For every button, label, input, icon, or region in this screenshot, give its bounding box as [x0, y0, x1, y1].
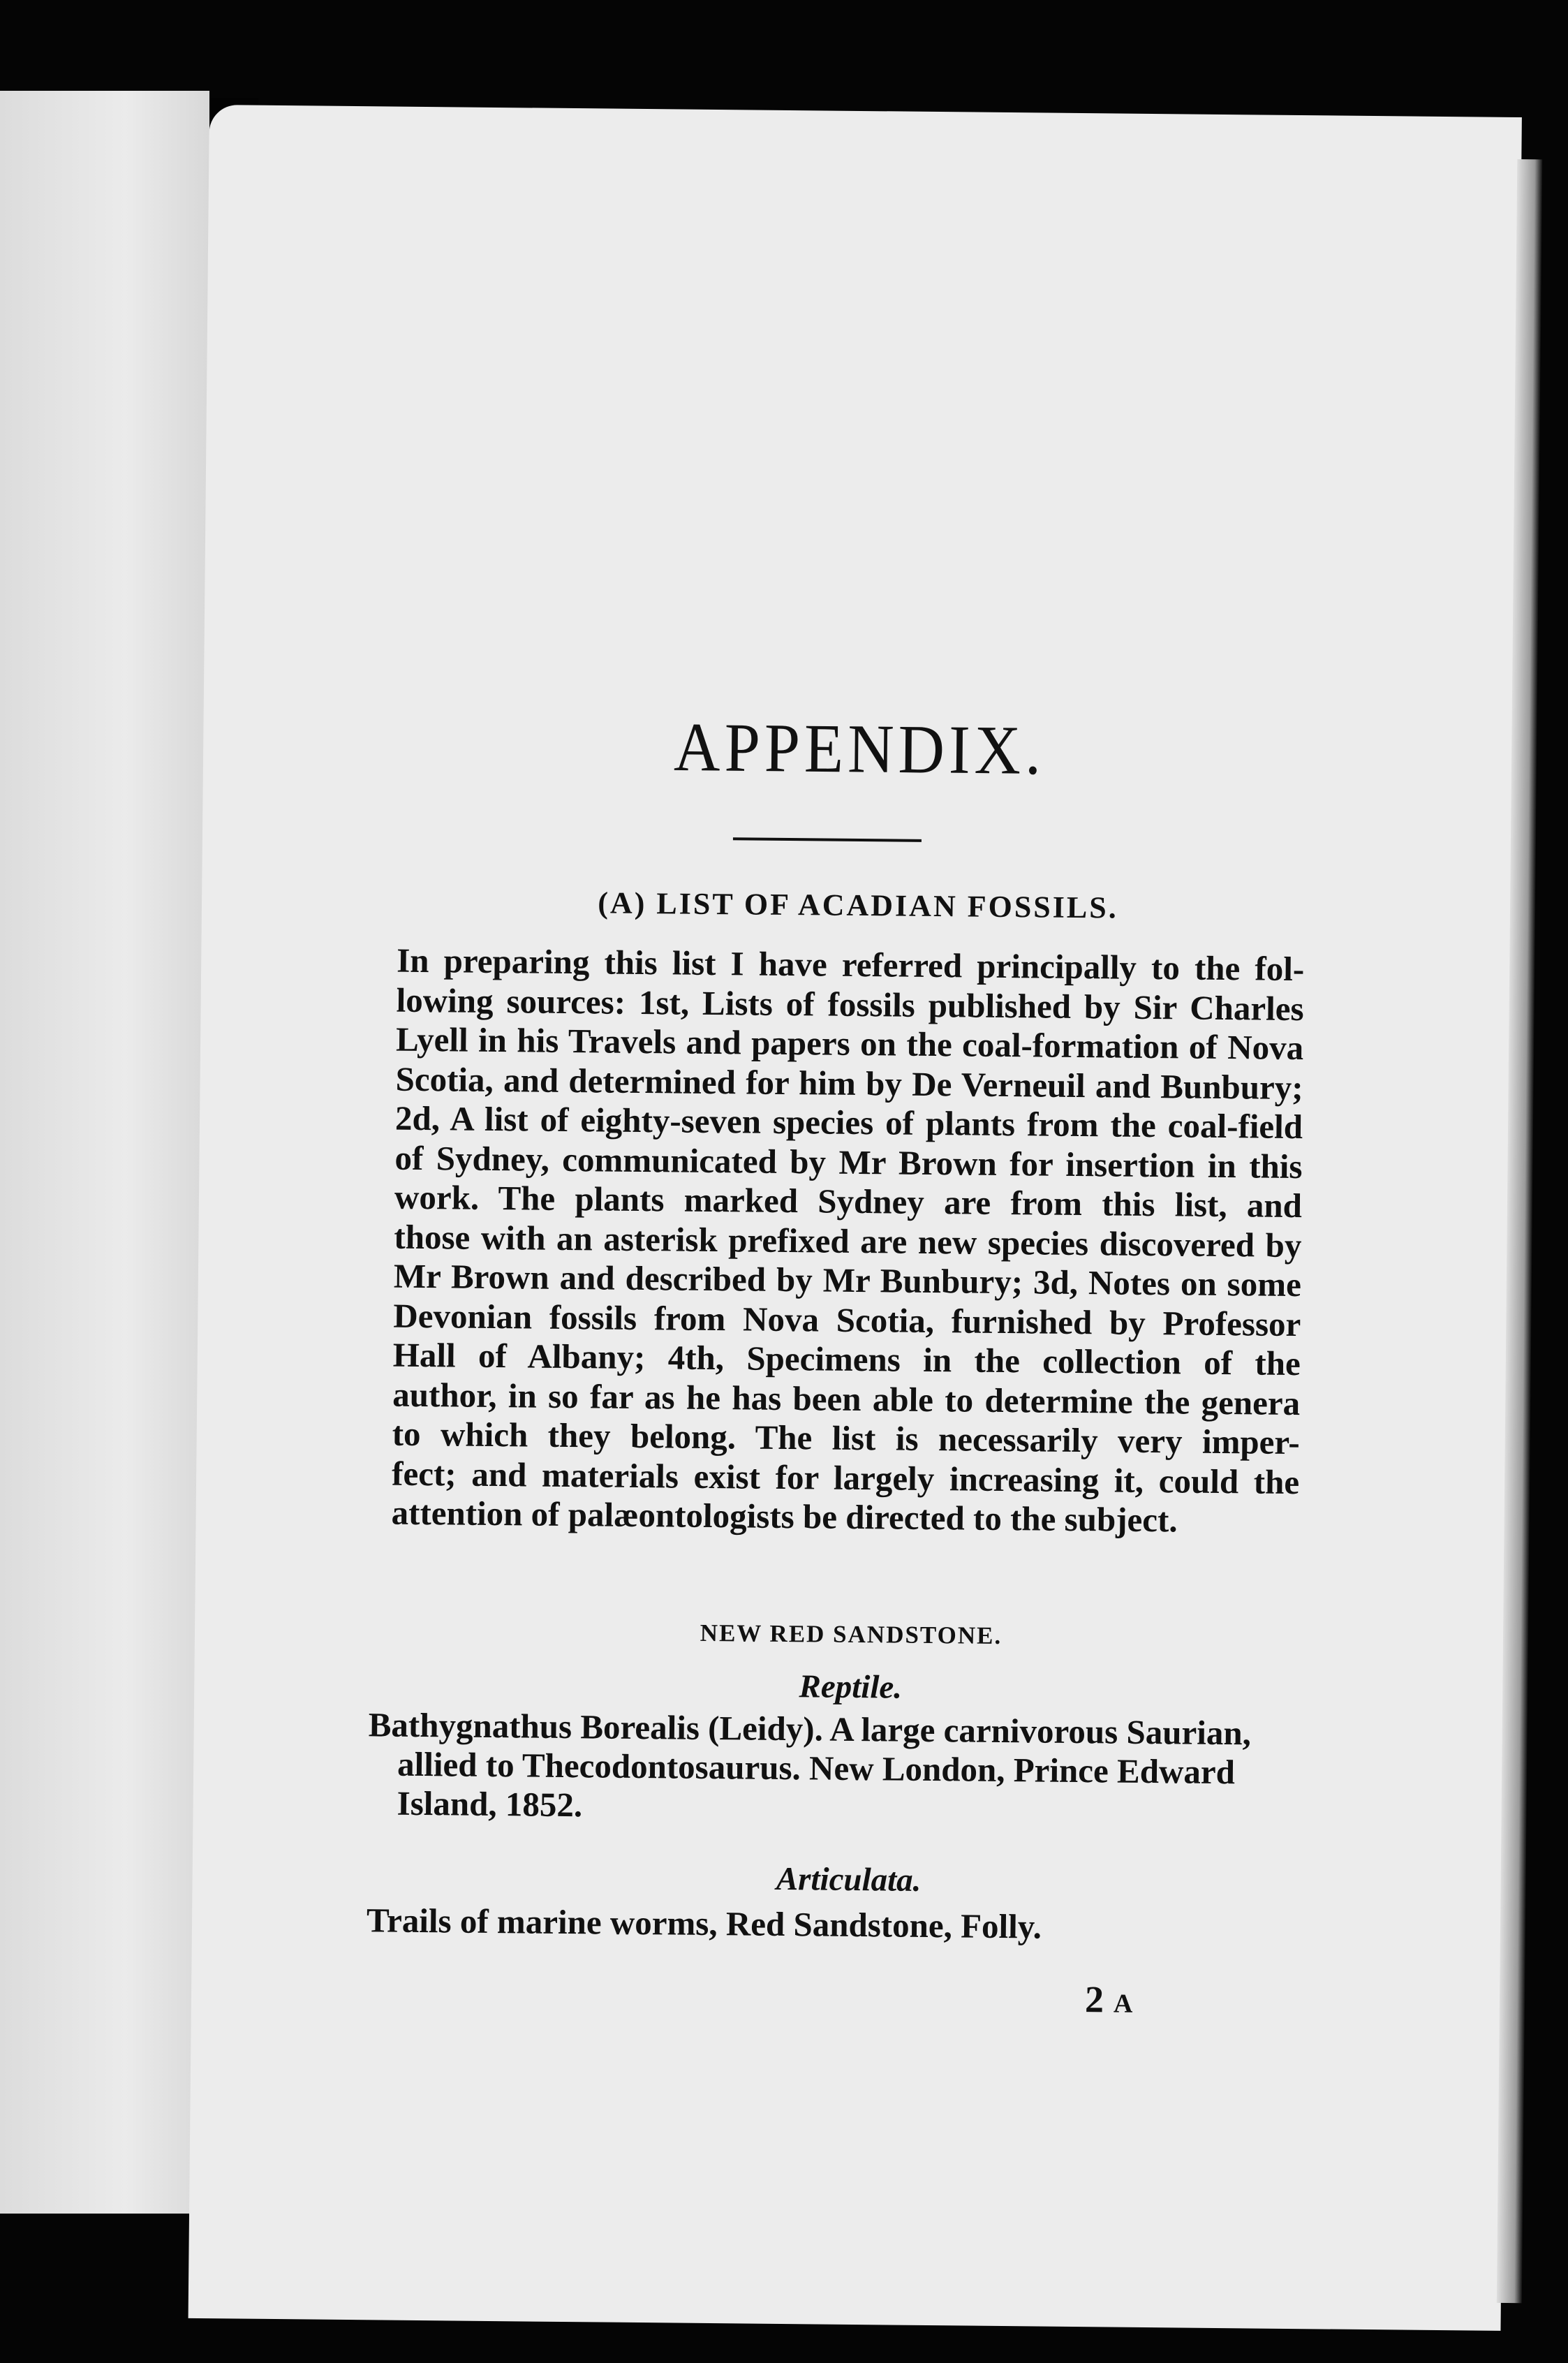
intro-line: author, in so far as he has been able to determine the genera [392, 1375, 1301, 1422]
intro-line: to which they belong. The list is necessarily very imper- [392, 1414, 1300, 1462]
intro-line: 2d, A list of eighty-seven species of plants from the coal-field [394, 1098, 1303, 1147]
intro-line: Devonian fossils from Nova Scotia, furnished by Professor [393, 1296, 1301, 1344]
section-heading: (A) LIST OF ACADIAN FOSSILS. [598, 885, 1118, 925]
intro-line: In preparing this list I have referred principally to the fol- [396, 941, 1305, 989]
page-edge [1497, 159, 1542, 2303]
category-heading: Reptile. [799, 1668, 903, 1706]
intro-paragraph [391, 941, 1304, 1542]
fossil-entry: Trails of marine worms, Red Sandstone, Folly. [366, 1901, 1042, 1946]
category-heading: Articulata. [776, 1860, 922, 1899]
entry-line: Island, 1852. [397, 1783, 583, 1825]
intro-line: Scotia, and determined for him by De Verneuil and Bunbury; [395, 1059, 1303, 1107]
intro-line: Hall of Albany; 4th, Specimens in the collection of the [392, 1335, 1301, 1383]
entry-line: allied to Thecodontosaurus. New London, Prince Edward [397, 1744, 1236, 1792]
intro-line: Mr Brown and described by Mr Bunbury; 3d, Notes on some [393, 1256, 1302, 1304]
intro-line: lowing sources: 1st, Lists of fossils published by Sir Charles [396, 980, 1304, 1028]
intro-line: fect; and materials exist for largely increasing it, could the [391, 1454, 1300, 1501]
facing-page [0, 91, 209, 2214]
intro-line: those with an asterisk prefixed are new species discovered by [394, 1217, 1302, 1265]
book-page [188, 105, 1522, 2331]
intro-line: Lyell in his Travels and papers on the coal-formation of Nova [395, 1019, 1304, 1068]
intro-line: work. The plants marked Sydney are from this list, and [394, 1177, 1303, 1225]
fossil-entry [367, 1705, 1297, 1832]
signature-letter: A [1113, 1989, 1133, 2019]
signature-number: 2 [1084, 1978, 1104, 2021]
intro-line: attention of palæontologists be directed to the subject. [391, 1493, 1178, 1540]
title-rule [733, 837, 922, 842]
page-title: APPENDIX. [673, 708, 1046, 789]
signature-mark [1085, 1978, 1133, 2022]
era-subheading: NEW RED SANDSTONE. [700, 1619, 1003, 1649]
intro-line: of Sydney, communicated by Mr Brown for insertion in this [394, 1138, 1303, 1186]
entry-line: Bathygnathus Borealis (Leidy). A large carnivorous Saurian, [368, 1705, 1252, 1753]
